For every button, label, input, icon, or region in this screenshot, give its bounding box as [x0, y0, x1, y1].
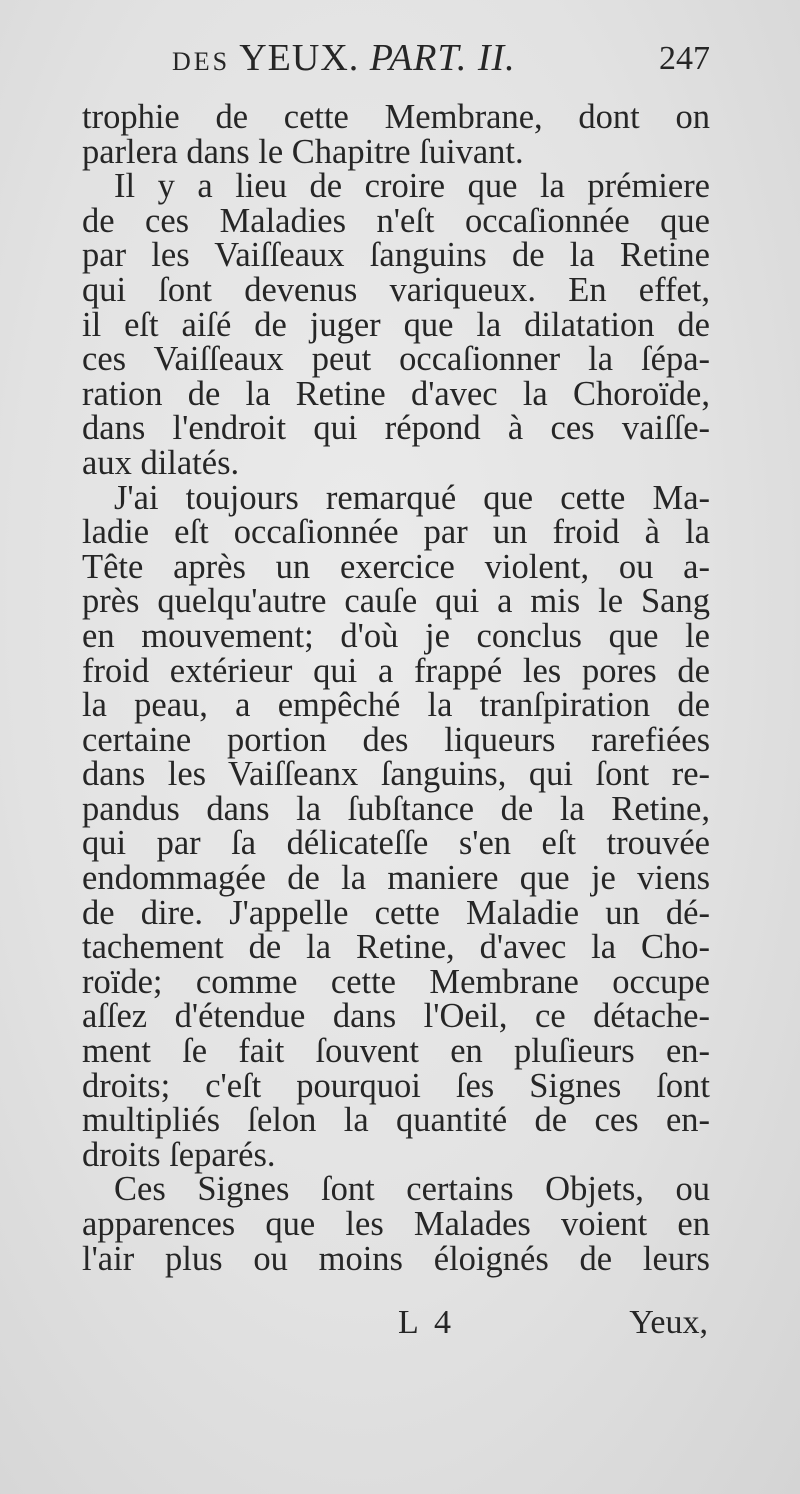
text-line: ration de la Retine d'avec la Choroïde,	[82, 374, 710, 413]
text-line: l'air plus ou moins éloignés de leurs	[82, 1239, 710, 1278]
page-number: 247	[659, 40, 710, 77]
text-line: pandus dans la ſubſtance de la Retine,	[82, 789, 710, 828]
text-line: par les Vaiſſeaux ſanguins de la Retine	[82, 236, 710, 275]
text-line: parlera dans le Chapitre ſuivant.	[82, 132, 524, 171]
signature-mark: L 4	[398, 1304, 456, 1341]
text-line: trophie de cette Membrane, dont on	[82, 98, 710, 136]
text-line: de ces Maladies n'eſt occaſionnée que	[82, 201, 710, 240]
running-title	[172, 36, 516, 80]
text-line: en mouvement; d'où je conclus que le	[82, 616, 710, 655]
text-line: tachement de la Retine, d'avec la Cho-	[82, 928, 710, 967]
text-line: ladie eſt occaſionnée par un froid à la	[82, 513, 710, 552]
text-line: de dire. J'appelle cette Maladie un dé-	[82, 893, 710, 932]
text-line: ces Vaiſſeaux peut occaſionner la ſépa-	[82, 340, 710, 379]
page-footer	[0, 1304, 800, 1348]
body-text	[82, 100, 710, 1276]
text-line: dans les Vaiſſeanx ſanguins, qui ſont re-	[82, 755, 710, 794]
running-title-main: YEUX.	[239, 37, 360, 79]
text-line: multipliés ſelon la quantité de ces en-	[82, 1101, 710, 1140]
text-line: roïde; comme cette Membrane occupe	[82, 962, 710, 1001]
text-line: aux dilatés.	[82, 443, 240, 482]
text-line: qui ſont devenus variqueux. En effet,	[82, 270, 710, 309]
running-title-small-caps: DES	[172, 47, 231, 76]
text-line: froid extérieur qui a frappé les pores de	[82, 651, 710, 690]
text-line: droits; c'eſt pourquoi ſes Signes ſont	[82, 1066, 710, 1105]
text-line: apparences que les Malades voient en	[82, 1205, 710, 1243]
running-head	[0, 36, 800, 86]
text-line: dans l'endroit qui répond à ces vaiſſe-	[82, 409, 710, 448]
text-line: il eſt aiſé de juger que la dilatation de	[82, 305, 710, 344]
catchword: Yeux,	[629, 1304, 708, 1341]
text-line: endommagée de la maniere que je viens	[82, 859, 710, 898]
text-line: la peau, a empêché la tranſpiration de	[82, 686, 710, 725]
text-line: droits ſeparés.	[82, 1135, 276, 1174]
running-title-part: PART. II.	[369, 37, 516, 79]
text-line: Ces Signes ſont certains Objets, ou	[114, 1170, 710, 1209]
text-line: aſſez d'étendue dans l'Oeil, ce détache-	[82, 997, 710, 1036]
text-line: près quelqu'autre cauſe qui a mis le Sang	[82, 582, 710, 621]
text-line: Il y a lieu de croire que la prémiere	[114, 167, 710, 206]
text-line: J'ai toujours remarqué que cette Ma-	[114, 478, 710, 517]
text-line: qui par ſa délicateſſe s'en eſt trouvée	[82, 824, 710, 863]
text-line: ment ſe fait ſouvent en pluſieurs en-	[82, 1032, 710, 1071]
text-line: Tête après un exercice violent, ou a-	[82, 547, 710, 586]
text-line: certaine portion des liqueurs rarefiées	[82, 720, 710, 759]
